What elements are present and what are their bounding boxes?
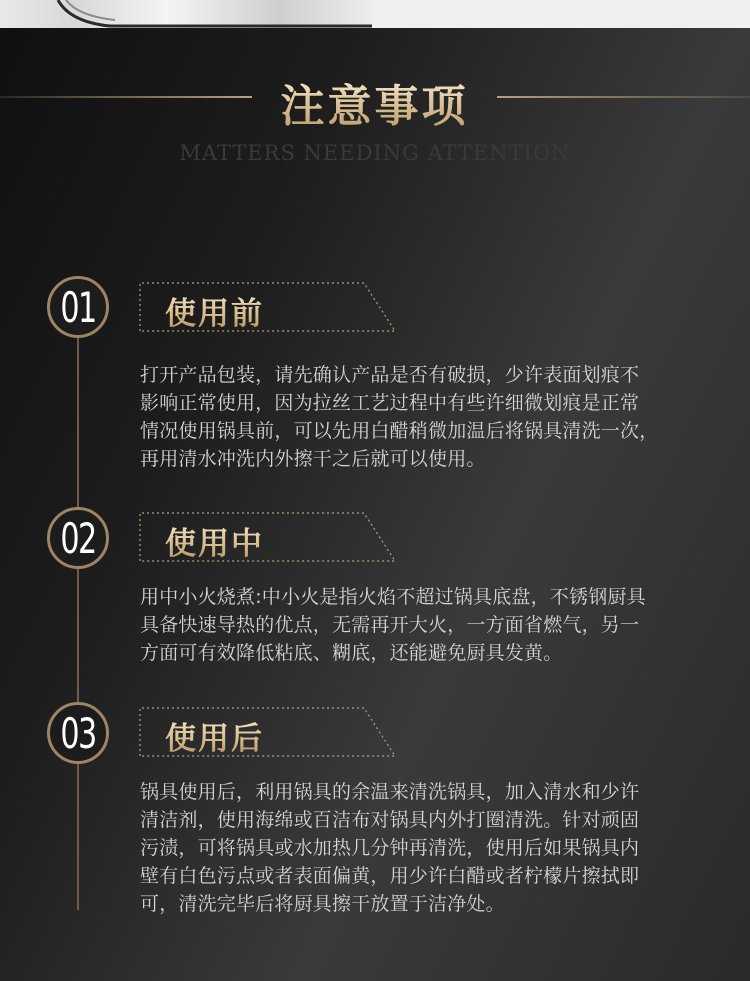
section-heading: 使用后 <box>165 713 264 758</box>
body-line: 清洁剂，使用海绵或百洁布对锅具内外打圈清洗。针对顽固 <box>140 809 640 831</box>
section-heading: 使用前 <box>165 288 264 333</box>
body-line: 再用清水冲洗内外擦干之后就可以使用。 <box>140 448 486 470</box>
step-number-badge <box>47 276 109 338</box>
section-heading: 使用中 <box>165 518 264 563</box>
timeline-line <box>77 336 79 910</box>
page-subtitle: MATTERS NEEDING ATTENTION <box>179 141 571 165</box>
page-title: 注意事项 <box>252 70 497 134</box>
body-line: 打开产品包装，请先确认产品是否有破损，少许表面划痕不 <box>140 364 640 386</box>
body-line: 壁有白色污点或者表面偏黄，用少许白醋或者柠檬片擦拭即 <box>140 865 640 887</box>
step-number-badge <box>47 702 109 764</box>
body-line: 可，清洗完毕后将厨具擦干放置于洁净处。 <box>140 893 505 915</box>
body-line: 具备快速导热的优点，无需再开大火，一方面省燃气，另一 <box>140 614 640 636</box>
body-line: 情况使用锅具前，可以先用白醋稍微加温后将锅具清洗一次， <box>140 420 659 442</box>
body-line: 方面可有效降低粘底、糊底，还能避免厨具发黄。 <box>140 642 563 664</box>
top-photo-strip <box>0 0 750 28</box>
title-divider-right <box>497 96 750 98</box>
section-heading-tag <box>139 282 399 332</box>
section-body <box>140 583 700 667</box>
section-body <box>140 778 700 918</box>
body-line: 用中小火烧煮:中小火是指火焰不超过锅具底盘，不锈钢厨具 <box>140 586 646 608</box>
section-body <box>140 361 700 473</box>
step-number: 02 <box>60 513 96 563</box>
body-line: 锅具使用后，利用锅具的余温来清洗锅具，加入清水和少许 <box>140 781 640 803</box>
step-number-badge <box>47 507 109 569</box>
step-number: 01 <box>60 282 96 332</box>
section-heading-tag <box>139 512 399 562</box>
body-line: 污渍，可将锅具或水加热几分钟再清洗，使用后如果锅具内 <box>140 837 640 859</box>
product-photo <box>0 0 372 28</box>
body-line: 影响正常使用，因为拉丝工艺过程中有些许细微划痕是正常 <box>140 392 640 414</box>
step-number: 03 <box>60 708 96 758</box>
section-heading-tag <box>139 707 399 757</box>
title-divider-left <box>0 96 252 98</box>
